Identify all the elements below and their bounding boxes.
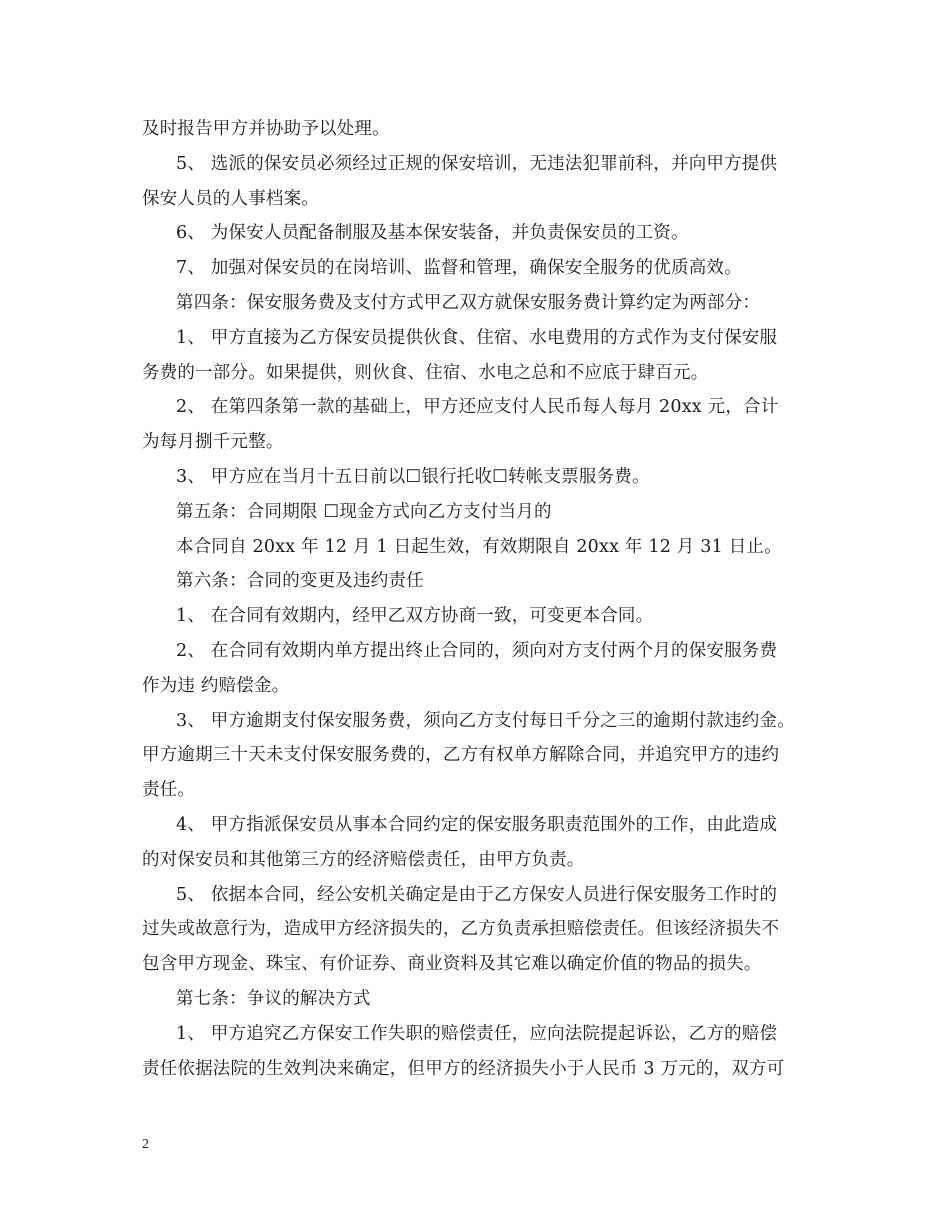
- text-line: 2、 在合同有效期内单方提出终止合同的，须向对方支付两个月的保安服务费: [176, 640, 778, 661]
- text-line: 及时报告甲方并协助予以处理。: [142, 119, 390, 139]
- text-line: 第六条：合同的变更及违约责任: [176, 571, 424, 592]
- text-line: 作为违 约赔偿金。: [142, 675, 290, 696]
- text-line: 第七条：争议的解决方式: [176, 988, 371, 1009]
- text-line: 1、 甲方追究乙方保安工作失职的赔偿责任，应向法院提起诉讼，乙方的赔偿: [176, 1023, 778, 1044]
- text-line: 包含甲方现金、珠宝、有价证券、商业资料及其它难以确定价值的物品的损失。: [142, 954, 762, 975]
- page-number: 2: [142, 1137, 149, 1152]
- text-line: 第四条：保安服务费及支付方式甲乙双方就保安服务费计算约定为两部分：: [176, 292, 761, 313]
- text-line: 责任依据法院的生效判决来确定，但甲方的经济损失小于人民币 3 万元的，双方可: [142, 1058, 785, 1079]
- text-line: 责任。: [142, 780, 196, 801]
- text-line: 1、 甲方直接为乙方保安员提供伙食、住宿、水电费用的方式作为支付保安服: [176, 327, 778, 348]
- text-line: 5、 依据本合同，经公安机关确定是由于乙方保安人员进行保安服务工作时的: [176, 884, 778, 905]
- text-line: 4、 甲方指派保安员从事本合同约定的保安服务职责范围外的工作，由此造成: [176, 814, 778, 835]
- document-body: [142, 112, 822, 1086]
- text-line: 6、 为保安人员配备制服及基本保安装备，并负责保安员的工资。: [176, 223, 689, 244]
- text-line: 务费的一部分。如果提供，则伙食、住宿、水电之总和不应底于肆百元。: [142, 362, 709, 383]
- text-line: 1、 在合同有效期内，经甲乙双方协商一致，可变更本合同。: [176, 606, 654, 627]
- text-line: 甲方逾期三十天未支付保安服务费的，乙方有权单方解除合同，并追究甲方的违约: [142, 745, 780, 766]
- text-line: 2、 在第四条第一款的基础上，甲方还应支付人民币每人每月 20xx 元，合计: [176, 397, 779, 418]
- text-line: 的对保安员和其他第三方的经济赔偿责任，由甲方负责。: [142, 849, 585, 870]
- text-line: 保安人员的人事档案。: [142, 188, 319, 209]
- text-line: 5、 选派的保安员必须经过正规的保安培训，无违法犯罪前科，并向甲方提供: [176, 153, 778, 174]
- text-line: 过失或故意行为，造成甲方经济损失的，乙方负责承担赔偿责任。但该经济损失不: [142, 919, 780, 940]
- text-line: 3、 甲方应在当月十五日前以☐银行托收☐转帐支票服务费。: [176, 466, 650, 487]
- text-line: 为每月捌千元整。: [142, 432, 284, 453]
- text-line: 本合同自 20xx 年 12 月 1 日起生效，有效期限自 20xx 年 12 月 31 日止。: [176, 536, 782, 557]
- text-line: 3、 甲方逾期支付保安服务费，须向乙方支付每日千分之三的逾期付款违约金。: [176, 710, 795, 731]
- text-line: 第五条：合同期限 ☐现金方式向乙方支付当月的: [176, 501, 552, 522]
- text-line: 7、 加强对保安员的在岗培训、监督和管理，确保安全服务的优质高效。: [176, 258, 742, 279]
